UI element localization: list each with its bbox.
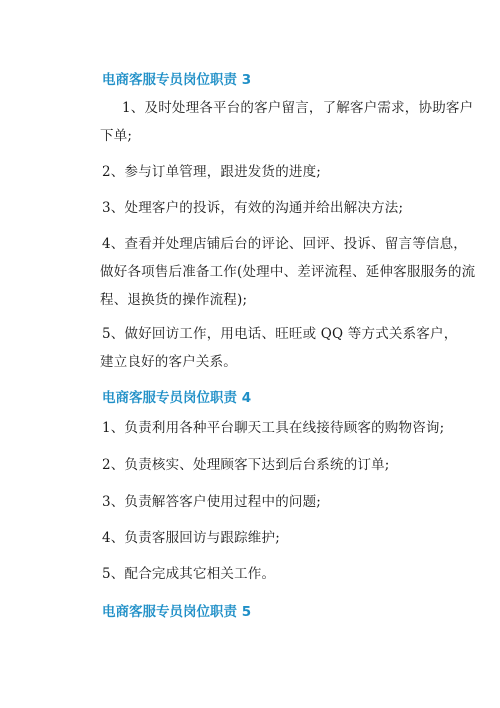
list-item bbox=[102, 158, 432, 186]
paragraph-line: 2、参与订单管理，跟进发货的进度; bbox=[102, 164, 322, 180]
list-item bbox=[100, 230, 476, 314]
section-title: 电商客服专员岗位职责 3 bbox=[102, 72, 252, 88]
paragraph-line: 下单; bbox=[100, 128, 133, 144]
list-item bbox=[102, 451, 432, 479]
paragraph-line: 5、配合完成其它相关工作。 bbox=[102, 566, 276, 582]
paragraph-line: 5、做好回访工作，用电话、旺旺或 QQ 等方式关系客户， bbox=[102, 326, 458, 342]
paragraph-line: 建立良好的客户关系。 bbox=[100, 354, 237, 370]
paragraph-line: 2、负责核实、处理顾客下达到后台系统的订单; bbox=[102, 457, 390, 473]
paragraph-line: 1、及时处理各平台的客户留言，了解客户需求，协助客户 bbox=[122, 100, 474, 116]
paragraph-line: 1、负责利用各种平台聊天工具在线接待顾客的购物咨询; bbox=[102, 420, 445, 436]
paragraph-line: 程、退换货的操作流程); bbox=[100, 292, 248, 308]
paragraph-line: 做好各项售后准备工作(处理中、差评流程、延伸客服服务的流 bbox=[100, 264, 476, 280]
paragraph-line: 4、负责客服回访与跟踪维护; bbox=[102, 530, 280, 546]
paragraph-line: 3、处理客户的投诉，有效的沟通并给出解决方法; bbox=[102, 200, 404, 216]
list-item bbox=[102, 524, 432, 552]
list-item bbox=[102, 488, 432, 516]
paragraph-line: 3、负责解答客户使用过程中的问题; bbox=[102, 494, 322, 510]
list-item bbox=[102, 560, 432, 588]
list-item bbox=[102, 414, 445, 442]
list-item bbox=[100, 320, 458, 376]
paragraph-line: 4、查看并处理店铺后台的评论、回评、投诉、留言等信息， bbox=[102, 236, 467, 252]
list-item bbox=[100, 94, 474, 150]
section-title: 电商客服专员岗位职责 4 bbox=[102, 390, 252, 406]
list-item bbox=[102, 194, 432, 222]
section-title: 电商客服专员岗位职责 5 bbox=[102, 604, 252, 620]
